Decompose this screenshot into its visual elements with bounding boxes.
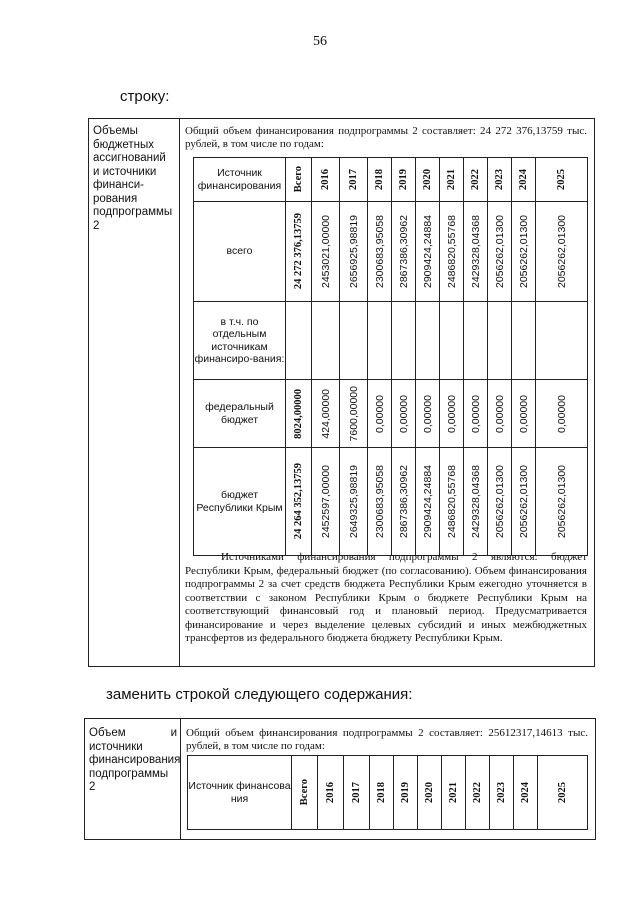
header-year: 2024: [514, 756, 538, 830]
header-year: 2018: [370, 756, 394, 830]
funding-sources-text: Источниками финансирования подпрограммы 2 являются: бюджет Республики Крым, федеральный бюджет (по согласованию). Объем финансирования подпрограммы 2 за счет средств бюджета Республики Крым ежегодно уточняется в соответствии с законом Республики Крым о бюджете Республики Крым на соответствующий финансовый год и плановый период. Предусматривается финансирование и через выделение целевых субсидий и иных межбюджетных трансфертов из федерального бюджета бюджету Республики Крым.: [185, 551, 587, 644]
original-row-block: [88, 118, 595, 667]
header-year: 2023: [488, 158, 512, 202]
column-divider: [180, 719, 181, 839]
value-cell: [488, 302, 512, 380]
column-divider: [179, 119, 180, 666]
header-year: 2024: [512, 158, 536, 202]
value-cell: 0,00000: [464, 380, 488, 448]
value-cell: 2056262,01300: [512, 202, 536, 302]
row-total: 8024,00000: [286, 380, 312, 448]
value-cell: 2649325,98819: [340, 448, 368, 556]
header-source: Источник финансова ния: [188, 756, 292, 830]
value-cell: 2909424,24884: [416, 202, 440, 302]
funding-table: [187, 755, 588, 830]
row-total: 24 272 376,13759: [286, 202, 312, 302]
row-source-label: федеральный бюджет: [194, 380, 286, 448]
value-cell: [464, 302, 488, 380]
value-cell: 2867386,30962: [392, 448, 416, 556]
value-cell: [312, 302, 340, 380]
value-cell: 2452597,00000: [312, 448, 340, 556]
header-total: Всего: [286, 158, 312, 202]
value-cell: 424,00000: [312, 380, 340, 448]
value-cell: 2656925,98819: [340, 202, 368, 302]
row-label-conjunction: и: [170, 727, 177, 739]
value-cell: 0,00000: [368, 380, 392, 448]
page-number: 56: [313, 34, 327, 49]
header-total: Всего: [292, 756, 318, 830]
funding-table: [193, 157, 588, 556]
value-cell: 2486820,55768: [440, 448, 464, 556]
value-cell: 2300683,95058: [368, 202, 392, 302]
value-cell: 0,00000: [536, 380, 588, 448]
value-cell: [368, 302, 392, 380]
value-cell: 2056262,01300: [536, 202, 588, 302]
header-source: Источник финансирования: [194, 158, 286, 202]
row-source-label: в т.ч. по отдельным источникам финансиро-вания:: [194, 302, 286, 380]
value-cell: [512, 302, 536, 380]
row-total: 24 264 352,13759: [286, 448, 312, 556]
header-year: 2022: [466, 756, 490, 830]
value-cell: 0,00000: [416, 380, 440, 448]
value-cell: [392, 302, 416, 380]
value-cell: 2909424,24884: [416, 448, 440, 556]
header-year: 2017: [344, 756, 370, 830]
value-cell: 2056262,01300: [488, 202, 512, 302]
table-header-row: [194, 158, 588, 202]
row-label: Объемы бюджетных ассигнований и источники финанси-рования подпрограммы 2: [93, 125, 173, 232]
value-cell: 2056262,01300: [536, 448, 588, 556]
header-year: 2020: [418, 756, 442, 830]
header-year: 2022: [464, 158, 488, 202]
header-year: 2019: [392, 158, 416, 202]
row-source-label: бюджет Республики Крым: [194, 448, 286, 556]
funding-intro: Общий объем финансирования подпрограммы 2 составляет: 25612317,14613 тыс. рублей, в том числе по годам:: [186, 727, 588, 752]
header-year: 2023: [490, 756, 514, 830]
value-cell: 0,00000: [440, 380, 464, 448]
value-cell: 2300683,95058: [368, 448, 392, 556]
value-cell: [340, 302, 368, 380]
value-cell: 0,00000: [512, 380, 536, 448]
value-cell: [440, 302, 464, 380]
table-row: [194, 448, 588, 556]
value-cell: 0,00000: [488, 380, 512, 448]
header-year: 2025: [538, 756, 588, 830]
value-cell: 2056262,01300: [512, 448, 536, 556]
replace-instruction: заменить строкой следующего содержания:: [106, 686, 413, 703]
header-year: 2021: [440, 158, 464, 202]
value-cell: 2429328,04368: [464, 448, 488, 556]
row-source-label: всего: [194, 202, 286, 302]
table-row: [194, 380, 588, 448]
table-row: [194, 202, 588, 302]
value-cell: 0,00000: [392, 380, 416, 448]
header-year: 2016: [312, 158, 340, 202]
header-year: 2020: [416, 158, 440, 202]
value-cell: [536, 302, 588, 380]
funding-intro: Общий объем финансирования подпрограммы 2 составляет: 24 272 376,13759 тыс. рублей, в том числе по годам:: [185, 125, 587, 150]
value-cell: 2453021,00000: [312, 202, 340, 302]
header-year: 2019: [394, 756, 418, 830]
intro-text: строку:: [120, 88, 170, 105]
header-year: 2018: [368, 158, 392, 202]
value-cell: 2056262,01300: [488, 448, 512, 556]
value-cell: 2486820,55768: [440, 202, 464, 302]
value-cell: 2867386,30962: [392, 202, 416, 302]
header-year: 2016: [318, 756, 344, 830]
row-label: [89, 727, 181, 795]
header-year: 2017: [340, 158, 368, 202]
replacement-row-block: [84, 718, 596, 840]
value-cell: 2429328,04368: [464, 202, 488, 302]
row-total: [286, 302, 312, 380]
header-year: 2025: [536, 158, 588, 202]
row-label-rest: источники финансирования подпрограммы 2: [89, 740, 181, 793]
header-year: 2021: [442, 756, 466, 830]
row-label-first-word: Объем: [89, 727, 126, 739]
value-cell: [416, 302, 440, 380]
value-cell: 7600,00000: [340, 380, 368, 448]
table-header-row: [188, 756, 588, 830]
table-row: [194, 302, 588, 380]
